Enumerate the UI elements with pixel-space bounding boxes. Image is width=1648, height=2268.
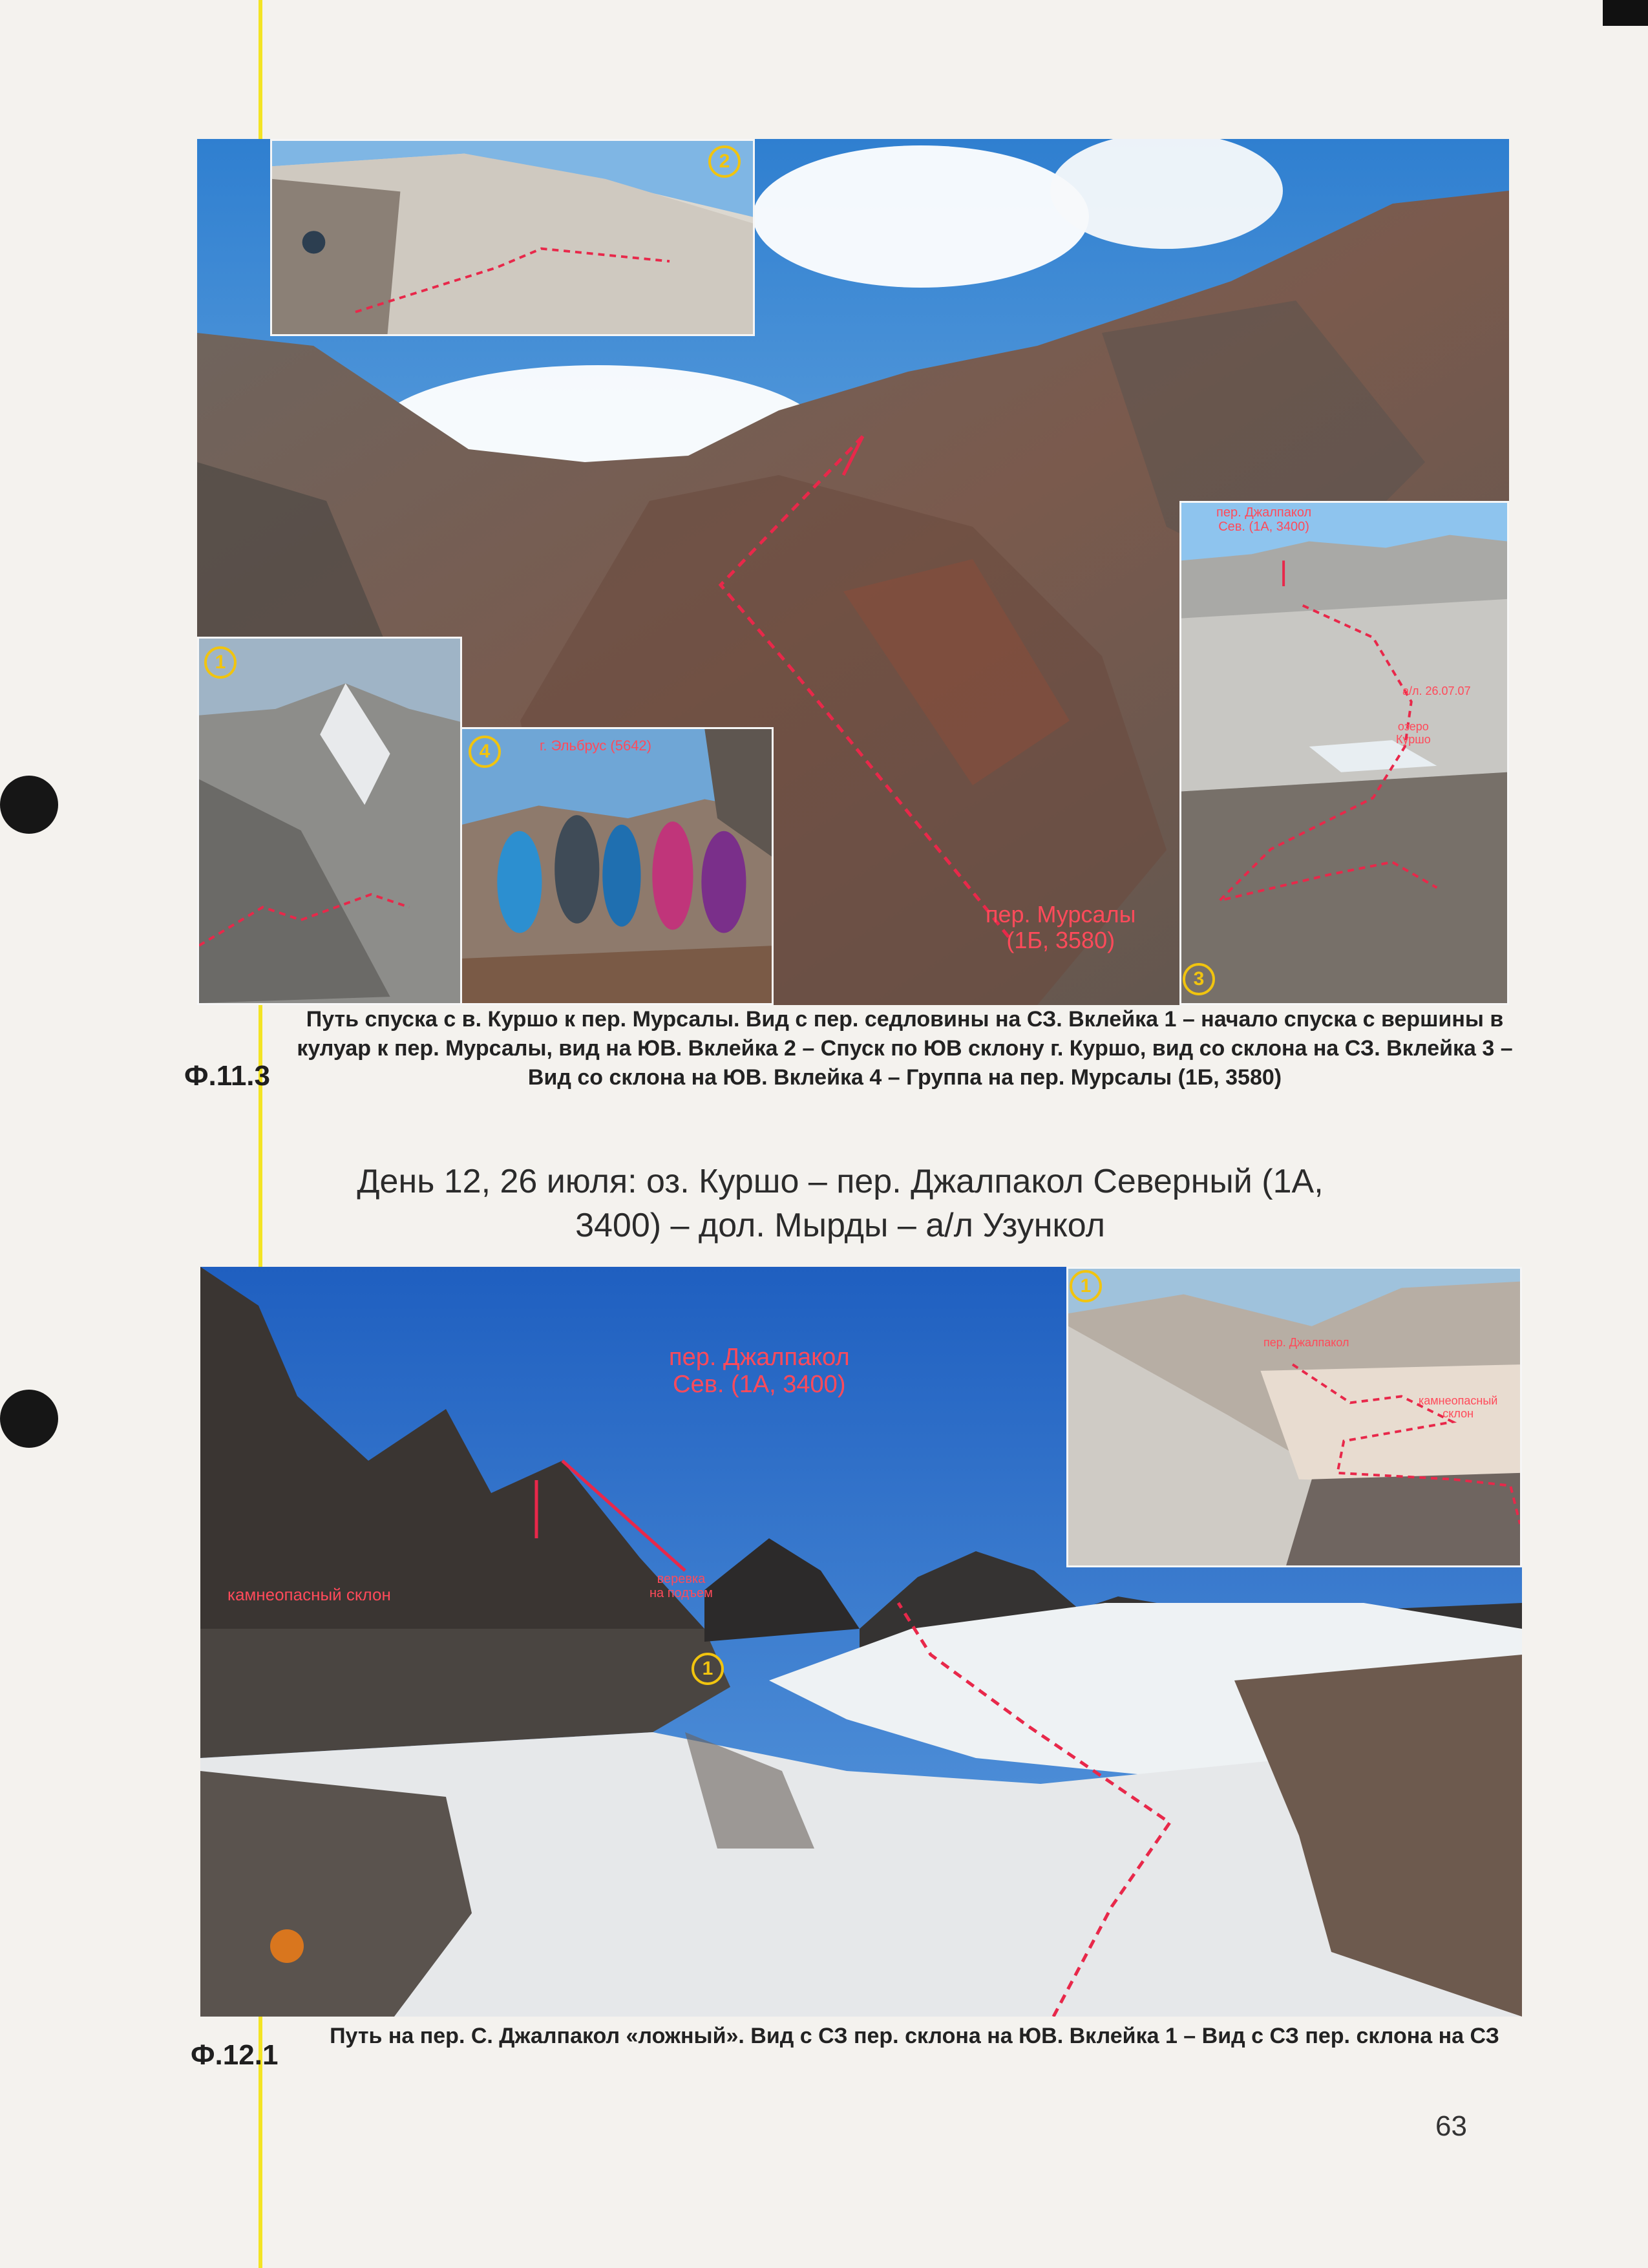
inset-2-badge: 2 [708, 145, 741, 178]
inset-3-lake-label: озеро Куршо [1396, 720, 1431, 746]
fig-12-1-inset-pass-label: пер. Джалпакол [1263, 1336, 1349, 1349]
punch-hole-top [0, 776, 58, 834]
scan-edge [1603, 0, 1648, 26]
page-number: 63 [1435, 2110, 1467, 2142]
figure-11-3-label: Ф.11.3 [184, 1060, 270, 1092]
inset-2-photo [270, 139, 755, 336]
rope-label: веревка на подъем [650, 1572, 713, 1600]
figure-12-1-label: Ф.12.1 [191, 2039, 279, 2071]
orange-marker-icon [270, 1929, 304, 1963]
figure-11-3-caption: Путь спуска с в. Куршо к пер. Мурсалы. Вид с пер. седловины на СЗ. Вклейка 1 – начало спуска с вершины в кулуар к пер. Мурсалы, вид на ЮВ. Вклейка 2 – Спуск по ЮВ склону г. Куршо, вид со склона на СЗ. Вклейка 3 – Вид со склона на ЮВ. Вклейка 4 – Группа на пер. Мурсалы (1Б, 3580) [297, 1007, 1513, 1090]
fig-12-1-inset-badge: 1 [1070, 1270, 1102, 1302]
inset-4-badge: 4 [469, 736, 501, 768]
inset-1-badge: 1 [204, 646, 237, 679]
punch-hole-bottom [0, 1390, 58, 1448]
inset-1-photo [197, 637, 462, 1005]
dzhalpakol-pass-label: пер. Джалпакол Сев. (1А, 3400) [669, 1344, 850, 1398]
fig-12-1-inset-rock-label: камнеопасный склон [1419, 1394, 1498, 1420]
inset-3-badge: 3 [1183, 963, 1215, 995]
inset-3-photo [1179, 501, 1509, 1005]
day-heading-line-2: 3400) – дол. Мырды – а/л Узункол [575, 1206, 1105, 1244]
day-heading [226, 1160, 1454, 1247]
inset-3-pass-label: пер. Джалпакол Сев. (1А, 3400) [1216, 505, 1312, 534]
inset-4-photo [460, 727, 774, 1005]
rockfall-slope-label: камнеопасный склон [227, 1585, 391, 1604]
mursaly-pass-label: пер. Мурсалы (1Б, 3580) [986, 901, 1136, 953]
elbrus-label: г. Эльбрус (5642) [540, 737, 651, 754]
day-heading-line-1: День 12, 26 июля: оз. Куршо – пер. Джалпакол Северный (1А, [357, 1163, 1324, 1200]
figure-12-1-caption: Путь на пер. С. Джалпакол «ложный». Вид с СЗ пер. склона на ЮВ. Вклейка 1 – Вид с СЗ пер. склона на СЗ [330, 2024, 1499, 2048]
fig-12-1-badge: 1 [692, 1653, 724, 1685]
inset-3-camp-label: а/л. 26.07.07 [1402, 684, 1471, 697]
